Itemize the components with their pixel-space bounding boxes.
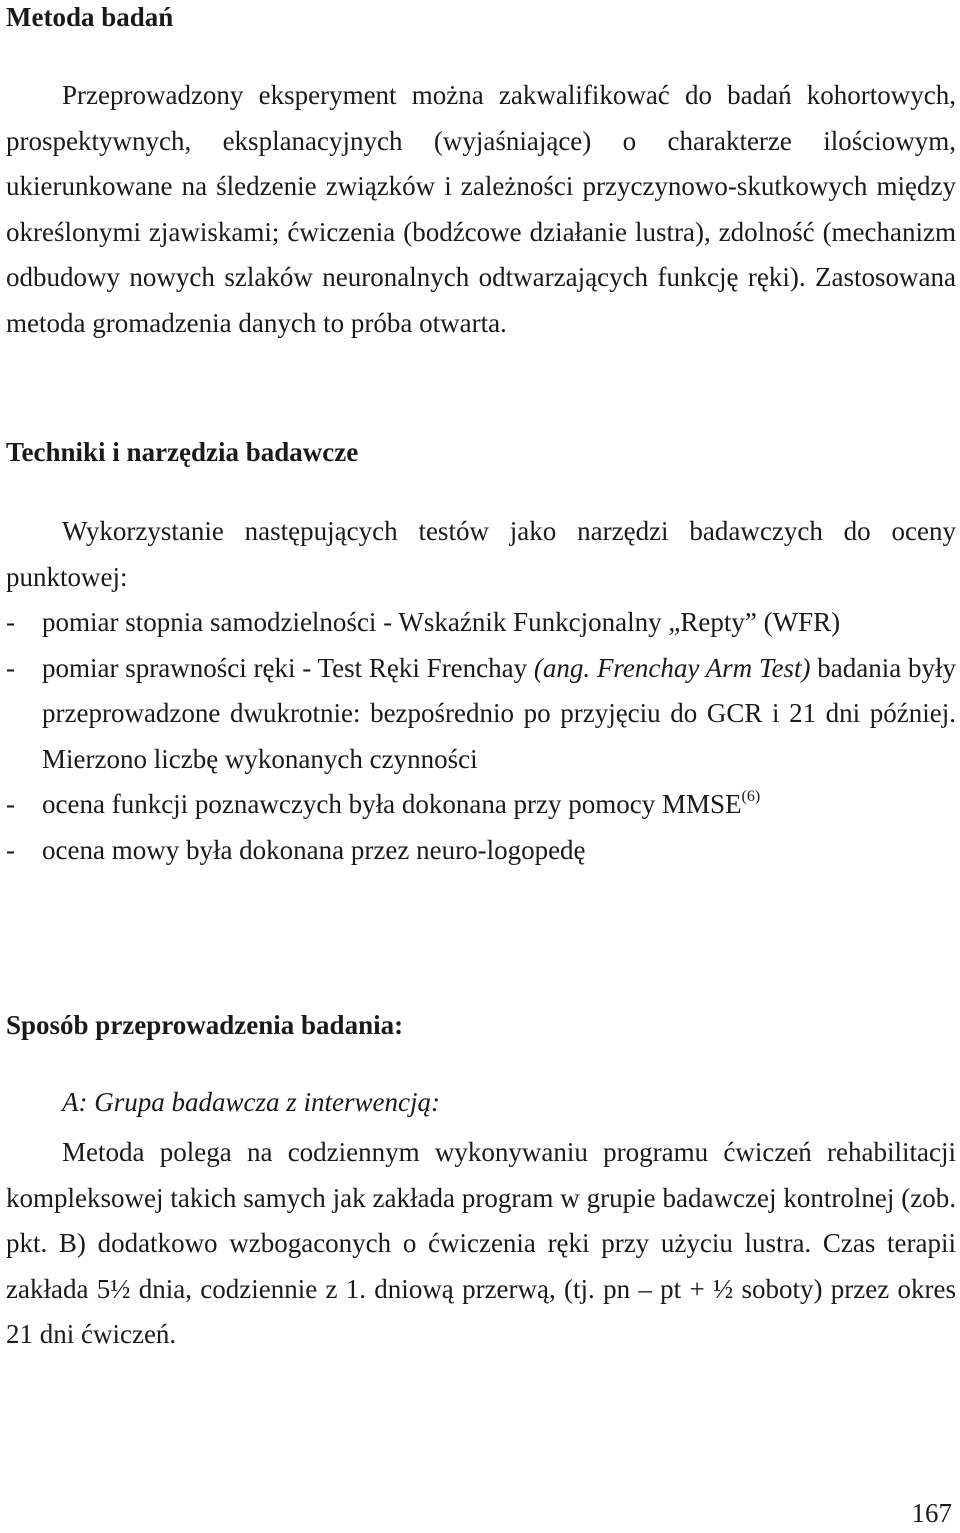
list-dash: - (6, 652, 15, 683)
list-dash: - (6, 607, 15, 637)
techniques-list (6, 600, 956, 874)
list-item-italic: (ang. Frenchay Arm Test) (533, 652, 811, 683)
list-item (6, 646, 956, 783)
techniques-intro: Wykorzystanie następujących testów jako narzędzi badawczych do oceny punktowej: (6, 516, 956, 592)
page-number: 167 (911, 1498, 952, 1528)
list-dash: - (6, 834, 15, 865)
list-dash: - (6, 789, 15, 820)
list-item-text: ocena mowy była dokonana przez neuro-logopedę (42, 834, 586, 865)
list-item (6, 782, 956, 828)
section-title-method: Metoda badań (6, 2, 174, 32)
list-item-text: ocena funkcji poznawczych była dokonana przy pomocy MMSE (42, 789, 742, 820)
list-item (6, 828, 956, 874)
list-item-text-continued: badania były przeprowadzone dwukrotnie: bezpośrednio po przyjęciu do GCR i 21 dni później. Mierzono liczbę wykonanych czynności (42, 652, 956, 774)
list-item-text: pomiar stopnia samodzielności - Wskaźnik Funkcjonalny „Repty” (WFR) (42, 607, 841, 637)
list-item (6, 600, 956, 646)
method-paragraph: Przeprowadzony eksperyment można zakwalifikować do badań kohortowych, prospektywnych, eksplanacyjnych (wyjaśniające) o charakterze ilościowym, ukierunkowane na śledzenie związków i zależności przyczynowo-skutkowych między określonymi zjawiskami; ćwiczenia (bodźcowe działanie lustra), zdolność (mechanizm odbudowy nowych szlaków neuronalnych odtwarzających funkcję ręki). Zastosowana metoda gromadzenia danych to próba otwarta. (6, 80, 956, 338)
footnote-reference: (6) (741, 788, 761, 806)
list-item-text: pomiar sprawności ręki - Test Ręki Frenchay (42, 652, 534, 683)
group-a-title: A: Grupa badawcza z interwencją: (62, 1087, 440, 1117)
section-title-procedure: Sposób przeprowadzenia badania: (6, 1010, 404, 1040)
group-a-paragraph: Metoda polega na codziennym wykonywaniu programu ćwiczeń rehabilitacji kompleksowej takich samych jak zakłada program w grupie badawczej kontrolnej (zob. pkt. B) dodatkowo wzbogaconych o ćwiczenia ręki przy użyciu lustra. Czas terapii zakłada 5½ dnia, codziennie z 1. dniową przerwą, (tj. pn – pt + ½ soboty) przez okres 21 dni ćwiczeń. (6, 1137, 956, 1350)
section-title-techniques: Techniki i narzędzia badawcze (6, 437, 359, 467)
